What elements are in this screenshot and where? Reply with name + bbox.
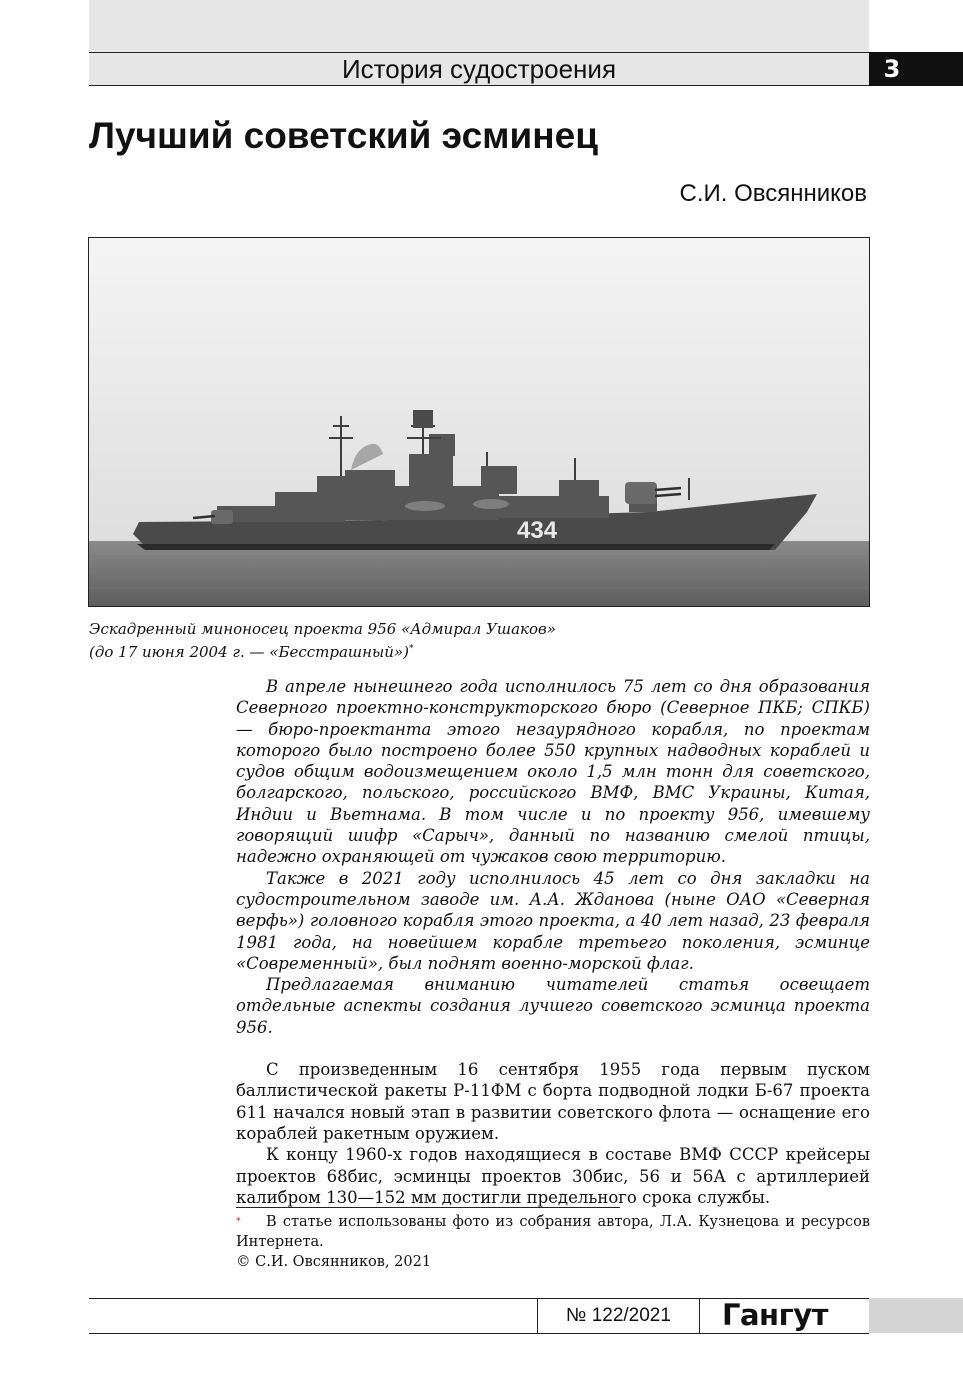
- caption-line-1: Эскадренный миноносец проекта 956 «Адмирал Ушаков»: [89, 620, 556, 638]
- issue-box: [537, 1298, 700, 1333]
- footnote-rule: [236, 1207, 620, 1208]
- photo-caption: [89, 619, 649, 662]
- footnote-mark: *: [236, 1217, 241, 1227]
- footnote-text: В статье использованы фото из собрания автора, Л.А. Кузнецова и ресурсов Интернета.: [236, 1214, 870, 1250]
- page-number-box: [869, 52, 963, 86]
- paragraph-gap: [236, 1038, 870, 1059]
- intro-paragraph: Предлагаемая вниманию читателей статья освещает отдельные аспекты создания лучшего советского эсминца проекта 956.: [236, 975, 870, 1037]
- destroyer-photo-drawing: [89, 238, 869, 606]
- footer-gray-block: [869, 1298, 963, 1333]
- destroyer-photo: [88, 237, 870, 607]
- caption-footnote-mark: *: [408, 644, 414, 654]
- issue-number: № 122/2021: [566, 1305, 671, 1326]
- article-author: С.И. Овсянников: [679, 180, 867, 207]
- magazine-logo: Гангут: [722, 1298, 828, 1332]
- article-intro: [236, 676, 870, 1038]
- caption-line-2: [89, 639, 649, 662]
- copyright-line: © С.И. Овсянников, 2021: [236, 1254, 432, 1270]
- caption-line-2-text: (до 17 июня 2004 г. — «Бесстрашный»): [89, 643, 409, 661]
- footnote: [236, 1212, 870, 1272]
- body-paragraph: С произведенным 16 сентября 1955 года первым пуском баллистической ракеты Р-11ФМ с борта подводной лодки Б-67 проекта 611 начался новый этап в развитии советского флота — оснащение его кораблей ракетным оружием.: [236, 1060, 870, 1143]
- section-title: История судостроения: [341, 54, 617, 84]
- section-header-bar: [89, 52, 869, 86]
- hull-number: 434: [517, 517, 558, 544]
- article-title: Лучший советский эсминец: [89, 115, 598, 156]
- top-gray-band: [89, 0, 869, 52]
- intro-paragraph: В апреле нынешнего года исполнилось 75 лет со дня образования Северного проектно-конструкторского бюро (Северное ПКБ; СПКБ) — бюро-проектанта этого незаурядного корабля, по проектам которого было построено более 550 крупных надводных кораблей и судов общим водоизмещением около 1,5 млн тонн для советского, болгарского, польского, российского ВМФ, ВМС Украины, Китая, Индии и Вьетнама. В том числе и по проекту 956, имевшему говорящий шифр «Сарыч», данный по названию смелой птицы, надежно охраняющей от чужаков свою территорию.: [236, 677, 870, 867]
- article-body: [236, 676, 870, 1208]
- body-paragraph: К концу 1960-х годов находящиеся в составе ВМФ СССР крейсеры проектов 68бис, эсминцы проектов 30бис, 56 и 56А с артиллерией калибром 130—152 мм достигли предельного срока службы.: [236, 1145, 870, 1207]
- page-number: 3: [883, 55, 901, 83]
- intro-paragraph: Также в 2021 году исполнилось 45 лет со дня закладки на судостроительном заводе им. А.А. Жданова (ныне ОАО «Северная верфь») головного корабля этого проекта, а 40 лет назад, 23 февраля 1981 года, на новейшем корабле третьего поколения, эсминце «Современный», был поднят военно-морской флаг.: [236, 868, 870, 973]
- footer-rule-bottom: [89, 1333, 869, 1334]
